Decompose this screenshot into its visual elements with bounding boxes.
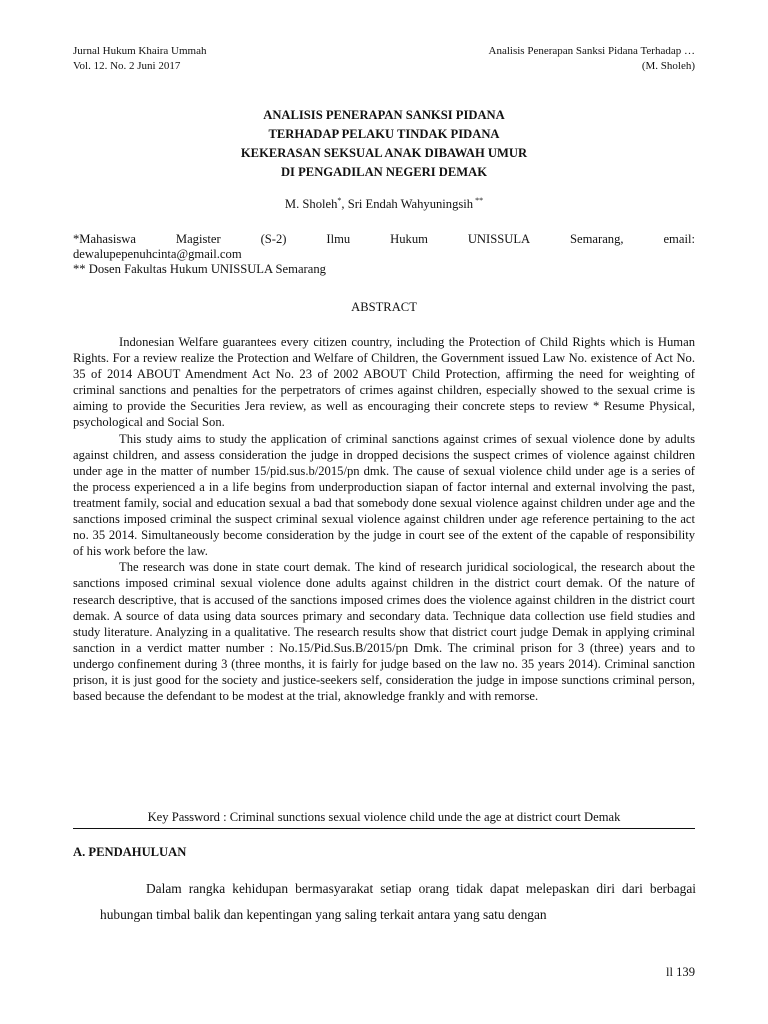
title-line: KEKERASAN SEKSUAL ANAK DIBAWAH UMUR xyxy=(240,146,528,160)
section-heading: A. PENDAHULUAN xyxy=(73,845,187,859)
running-header-left xyxy=(73,44,207,74)
author-name: Sri Endah Wahyuningsih xyxy=(347,197,474,212)
author-separator: , xyxy=(341,197,348,212)
body-paragraph: Dalam rangka kehidupan bermasyarakat setiap orang tidak dapat melepaskan diri dari berbagai hubungan timbal balik dan kepentingan yang saling terkait antara yang satu dengan xyxy=(100,881,696,922)
affiliation-word: *Mahasiswa xyxy=(73,232,136,246)
affiliation-word: Ilmu xyxy=(326,232,351,246)
running-title: Analisis Penerapan Sanksi Pidana Terhadap … xyxy=(488,45,695,57)
abstract-paragraph: The research was done in state court demak. The kind of research juridical sociological, the research about the sanctions imposed criminal sexual violence done adults against children in the district court demak. Of the nature of research descriptive, that is accused of the sanctions imposed crimes does the violence against children in the district court demak. A source of data using data sources primary and secondary data. Technique data collection use field studies and study literature. Analyzing in a qualitative. The research results show that district court judge Demak in applying criminal sanction in a verdict matter number : No.15/Pid.Sus.B/2015/pn Dmk. The criminal prison for 3 (three) years and to undergo confinement during 3 (three months, it is fairly for judge based on the law no. 35 years 2014). Criminal sanction prison, it is just good for the society and justice-seekers self, consideration the judge in impose sunctions criminal person, based because the defendant to be modest at the trial, aknowledge frankly and with remorse. xyxy=(73,560,695,704)
abstract-paragraph: Indonesian Welfare guarantees every citizen country, including the Protection of Child Rights which is Human Rights. For a review realize the Protection and Welfare of Children, the Government issued Law No. existence of Act No. 35 of 2014 ABOUT Amendment Act No. 23 of 2002 ABOUT Child Protection, affirming the need for weighting of criminal sanctions and penalties for the perpetrators of crimes against children, especially showed to the sexual crime is aiming to provide the Securities Jera review, as well as encouraging their concrete steps to review * Resume Physical, psychological and Social Son. xyxy=(73,335,695,430)
running-author: (M. Sholeh) xyxy=(641,60,695,72)
affiliation-word: Magister xyxy=(175,232,221,246)
abstract-heading: ABSTRACT xyxy=(351,300,417,314)
title-line: ANALISIS PENERAPAN SANKSI PIDANA xyxy=(263,108,505,122)
affiliation-word: Semarang, xyxy=(570,232,624,246)
author-mark: * xyxy=(337,196,342,205)
affiliation-word: Hukum xyxy=(390,232,428,246)
journal-name: Jurnal Hukum Khaira Ummah xyxy=(73,45,207,57)
affiliation-line: ** Dosen Fakultas Hukum UNISSULA Semarang xyxy=(73,262,326,276)
title-line: DI PENGADILAN NEGERI DEMAK xyxy=(280,165,488,179)
affiliations xyxy=(73,232,695,277)
keywords: Key Password : Criminal sunctions sexual violence child unde the age at district court Demak xyxy=(73,810,695,829)
journal-volume: Vol. 12. No. 2 Juni 2017 xyxy=(73,60,181,72)
body-text xyxy=(100,876,696,928)
author-mark: ** xyxy=(473,196,484,205)
author-list xyxy=(0,196,768,212)
abstract-body xyxy=(73,334,695,704)
affiliation-word: (S-2) xyxy=(260,232,287,246)
page-number: ll 139 xyxy=(665,965,695,979)
affiliation-word: email: xyxy=(663,232,695,246)
paper-title xyxy=(0,106,768,182)
affiliation-word: UNISSULA xyxy=(467,232,531,246)
running-header-right xyxy=(489,44,695,74)
affiliation-line xyxy=(73,232,695,247)
author-name: M. Sholeh xyxy=(284,197,338,212)
title-line: TERHADAP PELAKU TINDAK PIDANA xyxy=(268,127,500,141)
abstract-paragraph: This study aims to study the application of criminal sanctions against crimes of sexual violence done by adults against children, and assess consideration the judge in dropped decisions the suspect crimes of violence against children under age in the matter of number 15/pid.sus.b/2015/pn dmk. The cause of sexual violence child under age is a series of the process experienced a in a life begins from underproduction siapan of factor internal and external involving the past, treatment family, social and education sexual a bad that somebody done sexual violence against children under age and the sanctions imposed criminal the suspect criminal sexual violence against children under age reference pertaining to the act no. 35 2014. Simultaneously become consideration by the judge in court see of the extent of the capable of responsibility of his work before the law. xyxy=(73,431,695,559)
author-email: dewalupepenuhcinta@gmail.com xyxy=(73,247,242,261)
